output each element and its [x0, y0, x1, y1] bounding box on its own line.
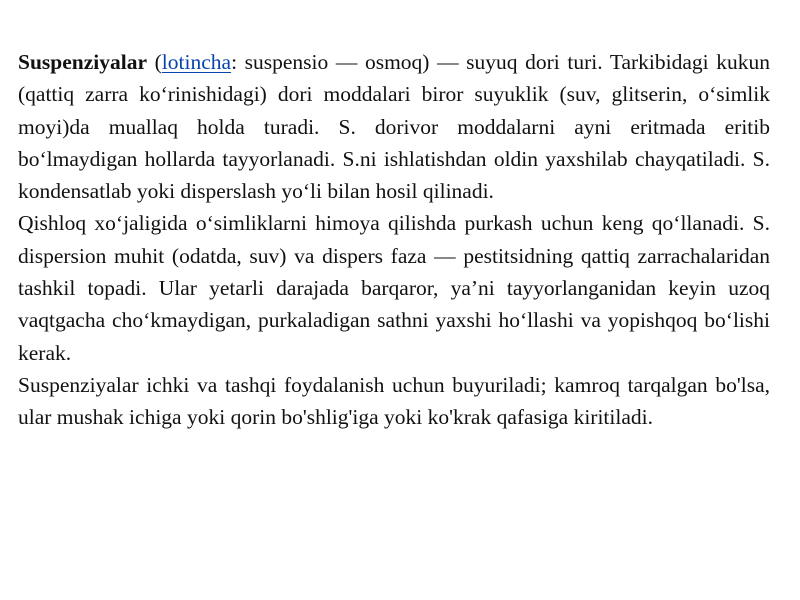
paragraph-usage: Suspenziyalar ichki va tashqi foydalanish uchun buyuriladi; kamroq tarqalgan bo'lsa, ular mushak ichiga yoki qorin bo'shlig'iga yoki ko'krak qafasiga kiritiladi.: [18, 372, 770, 430]
paragraph-agriculture: Qishloq xo‘jaligida o‘simliklarni himoya qilishda purkash uchun keng qo‘llanadi. S. dispersion muhit (odatda, suv) va dispers faza — pestitsidning qattiq zarrachalaridan tashkil topadi. Ular yetarli darajada barqaror, ya’ni tayyorlanganidan keyin uzoq vaqtgacha cho‘kmaydigan, purkaladigan sathni yaxshi ho‘llashi va yopishqoq bo‘lishi kerak.: [18, 211, 770, 365]
latin-link[interactable]: lotincha: [161, 50, 232, 74]
article-body: [18, 46, 770, 434]
definition-text: : suspensio — osmoq) — suyuq dori turi. Tarkibidagi kukun (qattiq zarra ko‘rinishidagi) dori moddalari biror suyuklik (suv, glitserin, o‘simlik moyi)da muallaq holda turadi. S. dorivor moddalarni ayni eritmada eritib bo‘lmaydigan hollarda tayyorlanadi. S.ni ishlatishdan oldin yaxshilab chayqatiladi. S. kondensatlab yoki disperslash yo‘li bilan hosil qilinadi.: [18, 50, 770, 204]
article-term: Suspenziyalar: [18, 50, 148, 74]
paragraph-definition: [18, 46, 770, 207]
paren-open: (: [147, 50, 162, 74]
